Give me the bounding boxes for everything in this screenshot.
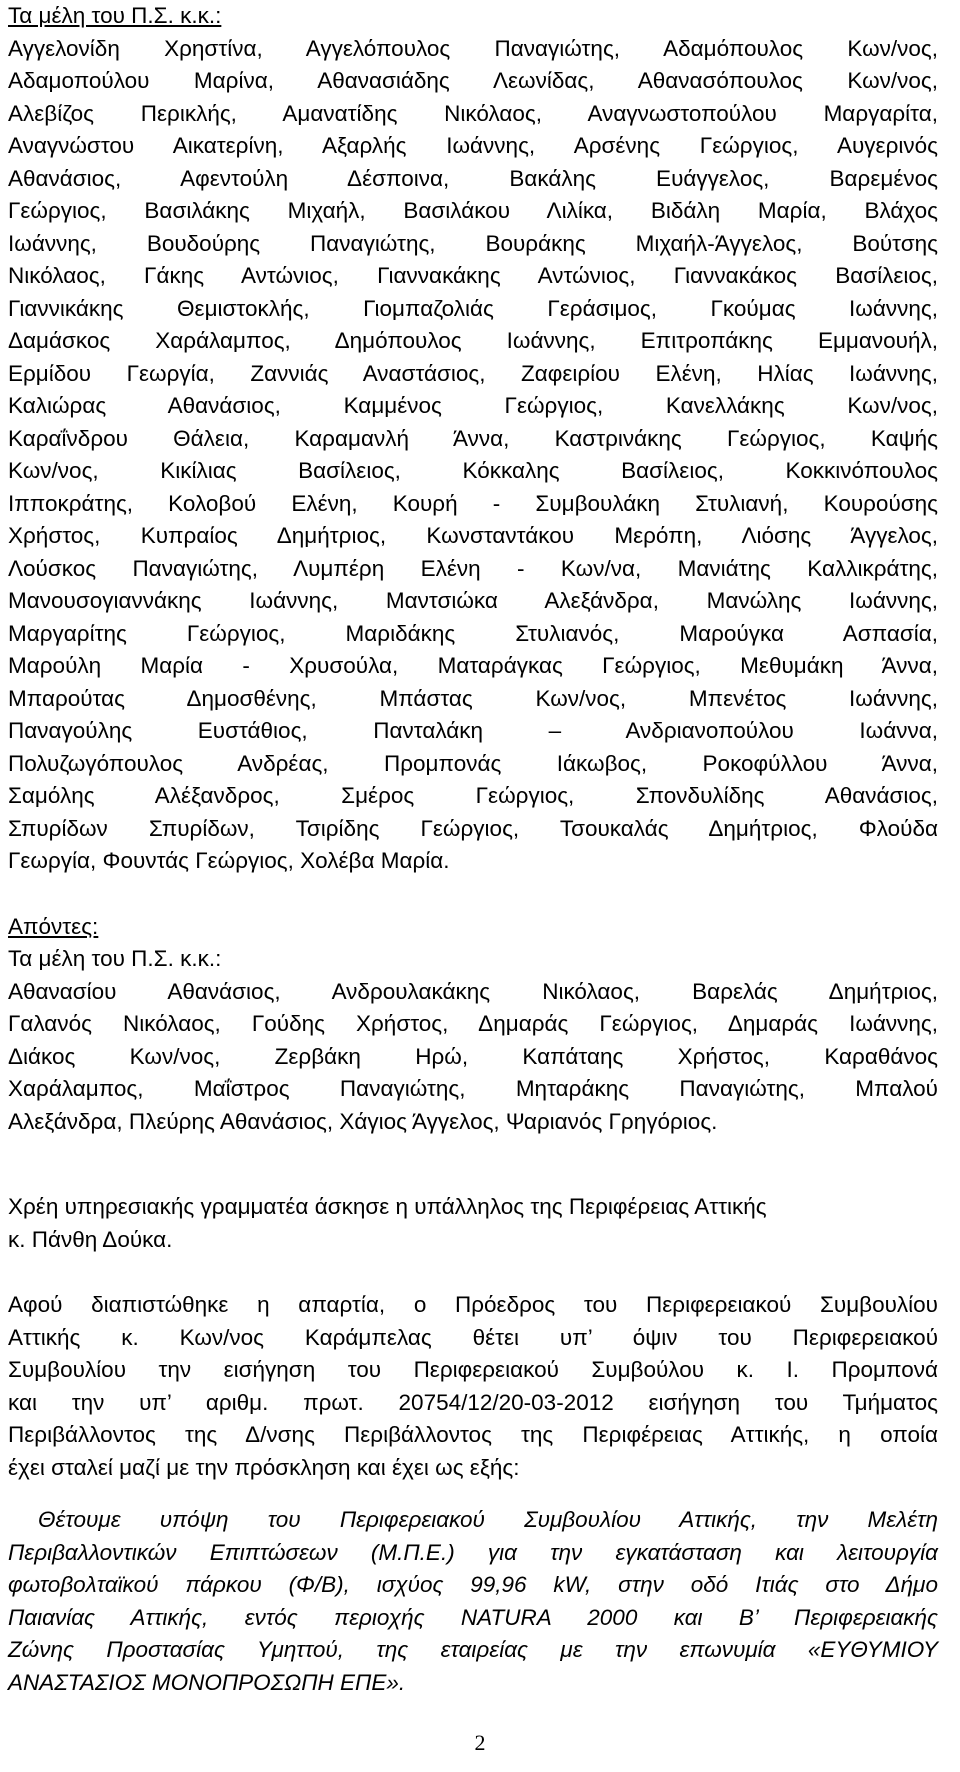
text-line: Καλιώρας Αθανάσιος, Καμμένος Γεώργιος, Κανελλάκης Κων/νος, <box>8 393 938 418</box>
text-line: Αλεβίζος Περικλής, Αμανατίδης Νικόλαος, Αναγνωστοπούλου Μαργαρίτα, <box>8 100 938 126</box>
text-line: Δαμάσκος Χαράλαμπος, Δημόπουλος Ιωάννης, Επιτροπάκης Εμμανουήλ, <box>8 328 938 353</box>
text-line: Αναγνώστου Αικατερίνη, Αξαρλής Ιωάννης, Αρσένης Γεώργιος, Αυγερινός <box>8 133 938 158</box>
spacer <box>8 1484 938 1504</box>
members-present-section <box>8 0 938 878</box>
text-line: Σαμόλης Αλέξανδρος, Σμέρος Γεώργιος, Σπονδυλίδης Αθανάσιος, <box>8 783 938 808</box>
text-line: Συμβουλίου την εισήγηση του Περιφερειακού Συμβούλου κ. Ι. Προμπονά <box>8 1357 938 1382</box>
text-line: Αττικής κ. Κων/νος Καράμπελας θέτει υπ’ όψιν του Περιφερειακού <box>8 1324 938 1350</box>
text-line: Λούσκος Παναγιώτης, Λυμπέρη Ελένη - Κων/να, Μανιάτης Καλλικράτης, <box>8 555 938 581</box>
members-present-heading: Τα μέλη του Π.Σ. κ.κ.: <box>8 3 222 28</box>
members-absent-section <box>8 911 938 1139</box>
text-line: έχει σταλεί μαζί με την πρόσκληση και έχει ως εξής: <box>8 1454 520 1480</box>
text-line: Αφού διαπιστώθηκε η απαρτία, ο Πρόεδρος του Περιφερειακού Συμβουλίου <box>8 1292 938 1317</box>
text-line: Γιαννικάκης Θεμιστοκλής, Γιομπαζολιάς Γεράσιμος, Γκούμας Ιωάννης, <box>8 295 938 321</box>
text-line: Γαλανός Νικόλαος, Γούδης Χρήστος, Δημαράς Γεώργιος, Δημαράς Ιωάννης, <box>8 1011 938 1036</box>
text-line: Αλεξάνδρα, Πλεύρης Αθανάσιος, Χάγιος Άγγελος, Ψαριανός Γρηγόριος. <box>8 1108 718 1134</box>
proposal-paragraph <box>8 1289 938 1484</box>
subject-paragraph <box>8 1504 938 1699</box>
text-line: Αθανασίου Αθανάσιος, Ανδρουλακάκης Νικόλαος, Βαρελάς Δημήτριος, <box>8 978 938 1004</box>
text-line: Αθανάσιος, Αφεντούλη Δέσποινα, Βακάλης Ευάγγελος, Βαρεμένος <box>8 165 938 191</box>
text-line: Πολυζωγόπουλος Ανδρέας, Προμπονάς Ιάκωβος, Ροκοφύλλου Άννα, <box>8 750 938 776</box>
text-line: Παιανίας Αττικής, εντός περιοχής NATURA 2000 και Β’ Περιφερειακής <box>8 1604 938 1630</box>
text-line: κ. Πάνθη Δούκα. <box>8 1226 173 1252</box>
absent-title: Απόντες: <box>8 913 99 939</box>
text-line: Μανουσογιαννάκης Ιωάννης, Μαντσιώκα Αλεξάνδρα, Μανώλης Ιωάννης, <box>8 588 938 613</box>
text-line: Αδαμοπούλου Μαρίνα, Αθανασιάδης Λεωνίδας, Αθανασόπουλος Κων/νος, <box>8 68 938 93</box>
text-line: Νικόλαος, Γάκης Αντώνιος, Γιαννακάκης Αντώνιος, Γιαννακάκος Βασίλειος, <box>8 263 938 288</box>
text-line: Γεώργιος, Βασιλάκης Μιχαήλ, Βασιλάκου Λιλίκα, Βιδάλη Μαρία, Βλάχος <box>8 198 938 223</box>
text-line: Ιωάννης, Βουδούρης Παναγιώτης, Βουράκης Μιχαήλ-Άγγελος, Βούτσης <box>8 230 938 256</box>
text-line: Μαρούλη Μαρία - Χρυσούλα, Ματαράγκας Γεώργιος, Μεθυμάκη Άννα, <box>8 653 938 678</box>
text-line: φωτοβολταϊκού πάρκου (Φ/Β), ισχύος 99,96 kW, στην οδό Ιτιάς στο Δήμο <box>8 1572 938 1597</box>
spacer <box>8 1256 938 1289</box>
text-line: Θέτουμε υπόψη του Περιφερειακού Συμβουλίου Αττικής, την Μελέτη <box>38 1507 938 1532</box>
text-line: Κων/νος, Κικίλιας Βασίλειος, Κόκκαλης Βασίλειος, Κοκκινόπουλος <box>8 458 938 483</box>
text-line: και την υπ’ αριθμ. πρωτ. 20754/12/20-03-2012 εισήγηση του Τμήματος <box>8 1389 938 1415</box>
members-absent-heading: Τα μέλη του Π.Σ. κ.κ.: <box>8 946 222 971</box>
members-present-list <box>8 33 938 878</box>
text-line: Μαργαρίτης Γεώργιος, Μαριδάκης Στυλιανός, Μαρούγκα Ασπασία, <box>8 620 938 646</box>
text-line: Μπαρούτας Δημοσθένης, Μπάστας Κων/νος, Μπενέτος Ιωάννης, <box>8 685 938 711</box>
text-line: Ζώνης Προστασίας Υμηττού, της εταιρείας με την επωνυμία «ΕΥΘΥΜΙΟΥ <box>8 1637 938 1662</box>
document-page <box>8 0 938 1699</box>
page-number: 2 <box>474 1730 486 1755</box>
spacer <box>8 878 938 911</box>
text-line: Ερμίδου Γεωργία, Ζαννιάς Αναστάσιος, Ζαφειρίου Ελένη, Ηλίας Ιωάννης, <box>8 360 938 386</box>
text-line: Περιβάλλοντος της Δ/νσης Περιβάλλοντος της Περιφέρειας Αττικής, η οποία <box>8 1422 938 1447</box>
text-line: Περιβαλλοντικών Επιπτώσεων (Μ.Π.Ε.) για την εγκατάσταση και λειτουργία <box>8 1539 938 1565</box>
spacer <box>8 1138 938 1171</box>
spacer <box>8 1171 938 1191</box>
text-line: Διάκος Κων/νος, Ζερβάκη Ηρώ, Καπάταης Χρήστος, Καραθάνος <box>8 1043 938 1069</box>
text-line: ΑΝΑΣΤΑΣΙΟΣ ΜΟΝΟΠΡΟΣΩΠΗ ΕΠΕ». <box>8 1669 406 1695</box>
text-line: Γεωργία, Φουντάς Γεώργιος, Χολέβα Μαρία. <box>8 848 450 873</box>
text-line: Σπυρίδων Σπυρίδων, Τσιρίδης Γεώργιος, Τσουκαλάς Δημήτριος, Φλούδα <box>8 815 938 841</box>
text-line: Χρέη υπηρεσιακής γραμματέα άσκησε η υπάλληλος της Περιφέρειας Αττικής <box>8 1194 767 1219</box>
text-line: Ιπποκράτης, Κολοβού Ελένη, Κουρή - Συμβουλάκη Στυλιανή, Κουρούσης <box>8 490 938 516</box>
secretary-paragraph <box>8 1191 938 1256</box>
text-line: Καραΐνδρου Θάλεια, Καραμανλή Άννα, Καστρινάκης Γεώργιος, Καψής <box>8 425 938 451</box>
text-line: Αγγελονίδη Χρηστίνα, Αγγελόπουλος Παναγιώτης, Αδαμόπουλος Κων/νος, <box>8 35 938 61</box>
text-line: Παναγούλης Ευστάθιος, Πανταλάκη – Ανδριανοπούλου Ιωάννα, <box>8 718 938 743</box>
text-line: Χαράλαμπος, Μαΐστρος Παναγιώτης, Μηταράκης Παναγιώτης, Μπαλού <box>8 1076 938 1101</box>
text-line: Χρήστος, Κυπραίος Δημήτριος, Κωνσταντάκου Μερόπη, Λιόσης Άγγελος, <box>8 523 938 548</box>
